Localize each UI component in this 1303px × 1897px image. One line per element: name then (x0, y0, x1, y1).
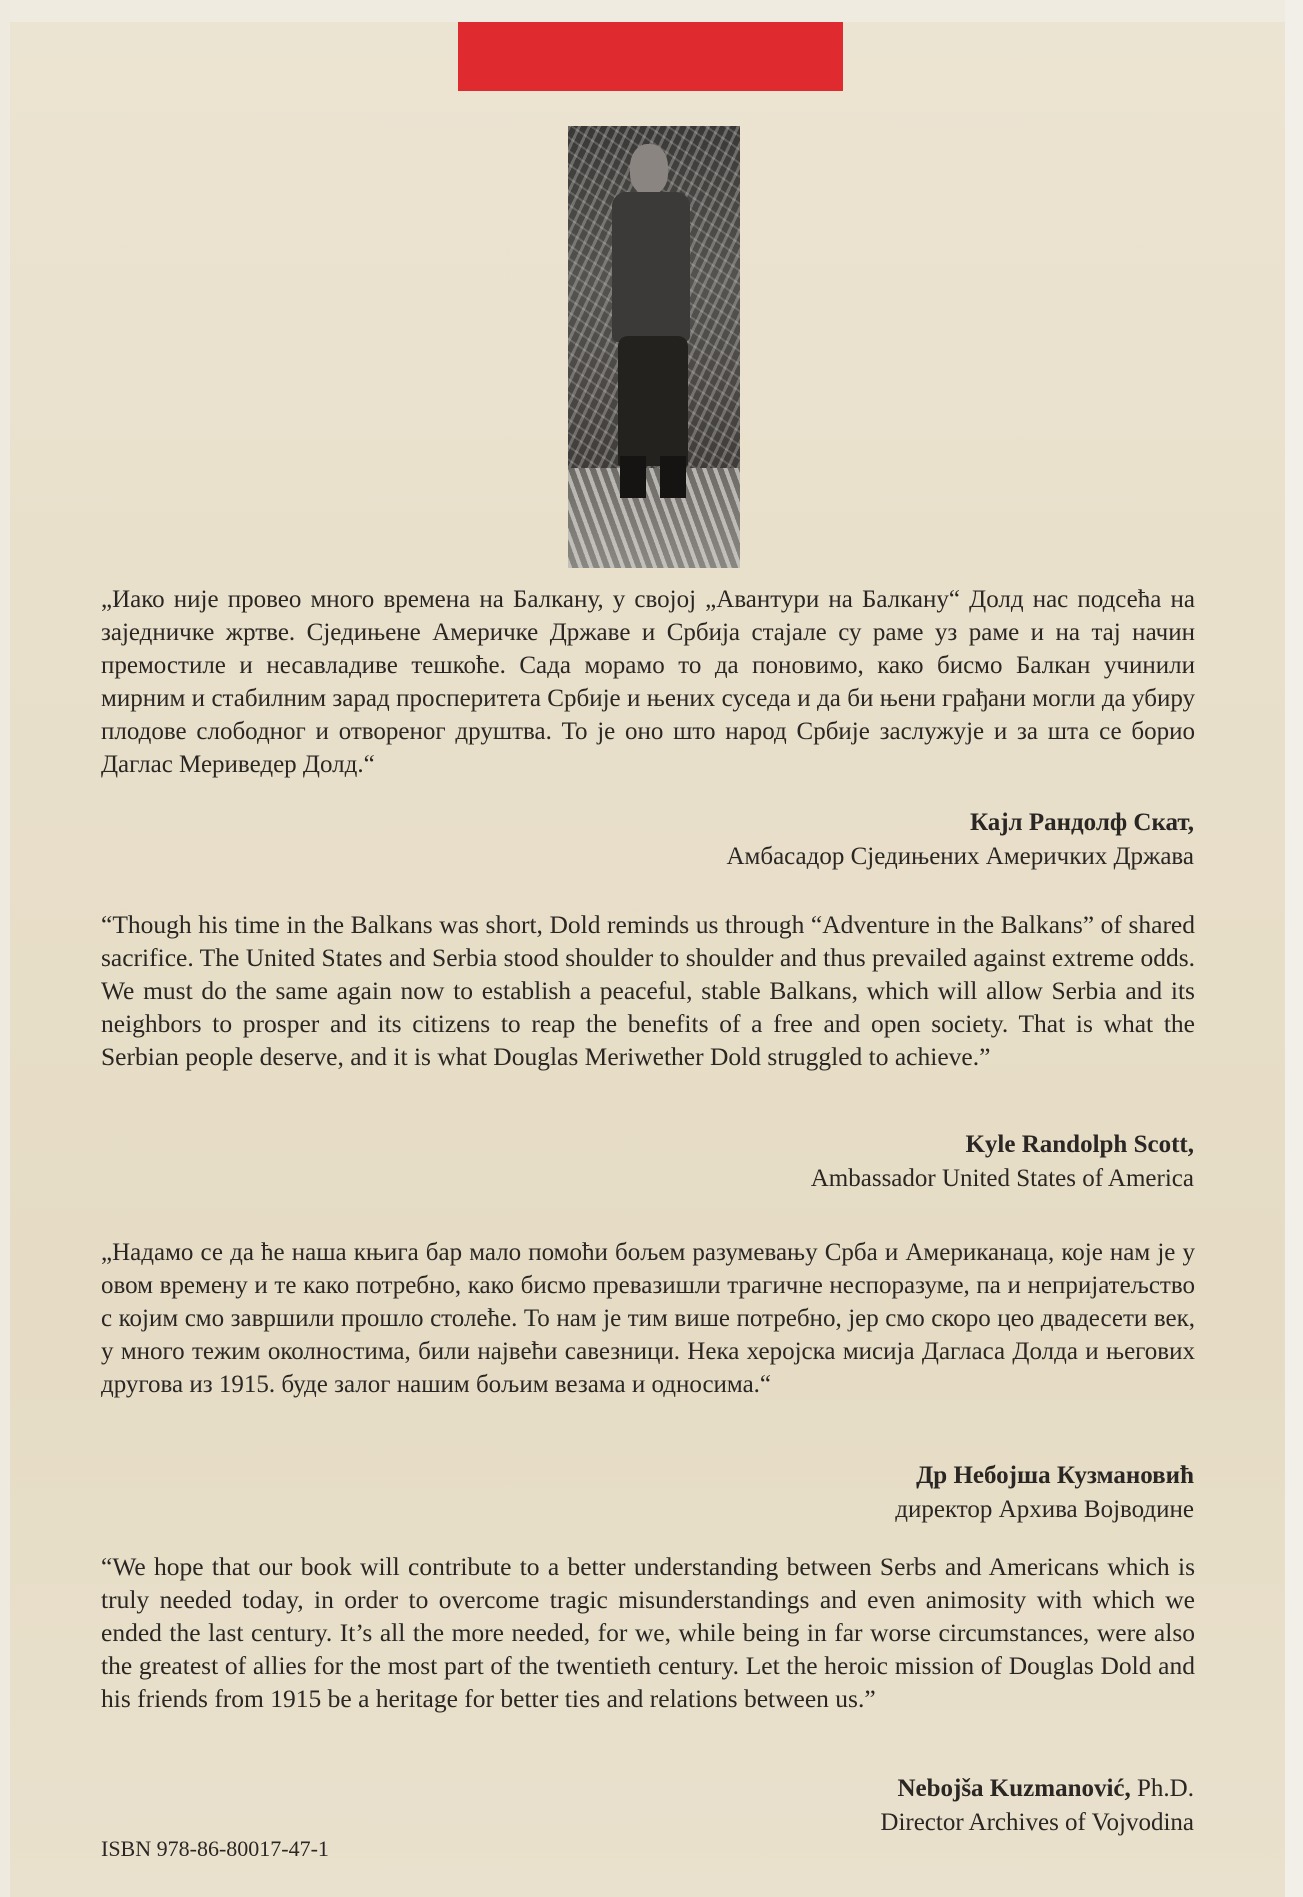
photo-figure-legs (618, 336, 688, 466)
attribution-serbian-director (895, 1459, 1194, 1527)
page-edge-right (1285, 0, 1303, 1897)
red-band (458, 22, 843, 91)
attribution-name: Kyle Randolph Scott, (965, 1131, 1194, 1158)
quote-english-director: “We hope that our book will contribute to a better understanding between Serbs and Americans which is truly needed today, in order to overcome tragic misunderstandings and even animosity with which we ended the last century. It’s all the more needed, for we, while being in far worse circumstances, were also the greatest of allies for the most part of the twentieth century. Let the heroic mission of Douglas Dold and his friends from 1915 be a heritage for better ties and relations between us.” (101, 1552, 1195, 1713)
attribution-name-line (880, 1772, 1194, 1806)
attribution-serbian-ambassador (726, 806, 1194, 874)
attribution-name: Др Небојша Кузмановић (916, 1462, 1194, 1489)
portrait-photo (568, 126, 740, 568)
quote-serbian-ambassador: „Иако није провео много времена на Балкану, у својој „Авантури на Балкану“ Долд нас подсећа на заједничке жртве. Сједињене Америчке Државе и Србија стајале су раме уз раме и на тај начин премостиле и несавладиве тешкоће. Сада морамо то да поновимо, како бисмо Балкан учинили мирним и стабилним зарад просперитета Србије и њених суседа и да би њени грађани могли да убиру плодове слободног и отвореног друштва. То је оно што народ Србије заслужује и за шта се борио Даглас Мериведер Долд.“ (101, 586, 1195, 778)
photo-ground (568, 468, 740, 568)
attribution-name: Кајл Рандолф Скат, (969, 809, 1194, 836)
attribution-title: Director Archives of Vojvodina (880, 1809, 1194, 1836)
photo-figure-right-boot (660, 456, 686, 498)
attribution-title: Амбасадор Сједињених Америчких Држава (726, 843, 1194, 870)
attribution-degree: Ph.D. (1130, 1775, 1194, 1802)
isbn-number: ISBN 978-86-80017-47-1 (101, 1836, 329, 1861)
photo-figure-head (630, 144, 668, 194)
quote-english-ambassador: “Though his time in the Balkans was short, Dold reminds us through “Adventure in the Balkans” of shared sacrifice. The United States and Serbia stood shoulder to shoulder and thus prevailed against extreme odds. We must do the same again now to establish a peaceful, stable Balkans, which will allow Serbia and its neighbors to prosper and its citizens to reap the benefits of a free and open society. That is what the Serbian people deserve, and it is what Douglas Meriwether Dold struggled to achieve.” (101, 910, 1195, 1071)
quote-serbian-director: „Надамо се да ће наша књига бар мало помоћи бољем разумевању Срба и Американаца, које нам је у овом времену и те како потребно, како бисмо превазишли трагичне неспоразуме, па и непријатељство с којим смо завршили прошло столеће. То нам је тим више потребно, јер смо скоро цео двадесети век, у много тежим околностима, били највећи савезници. Нека херојска мисија Дагласа Долда и његових другова из 1915. буде залог нашим бољим везама и односима.“ (101, 1239, 1195, 1398)
attribution-title: Ambassador United States of America (810, 1165, 1194, 1192)
attribution-english-ambassador (811, 1128, 1194, 1196)
attribution-name: Nebojša Kuzmanović, (897, 1775, 1131, 1802)
photo-figure-torso (612, 192, 690, 342)
attribution-title: директор Архива Војводине (895, 1496, 1194, 1523)
attribution-english-director (880, 1772, 1194, 1840)
page-edge-left (0, 0, 10, 1897)
photo-figure-left-boot (620, 456, 646, 498)
page-edge-top (0, 0, 1303, 22)
